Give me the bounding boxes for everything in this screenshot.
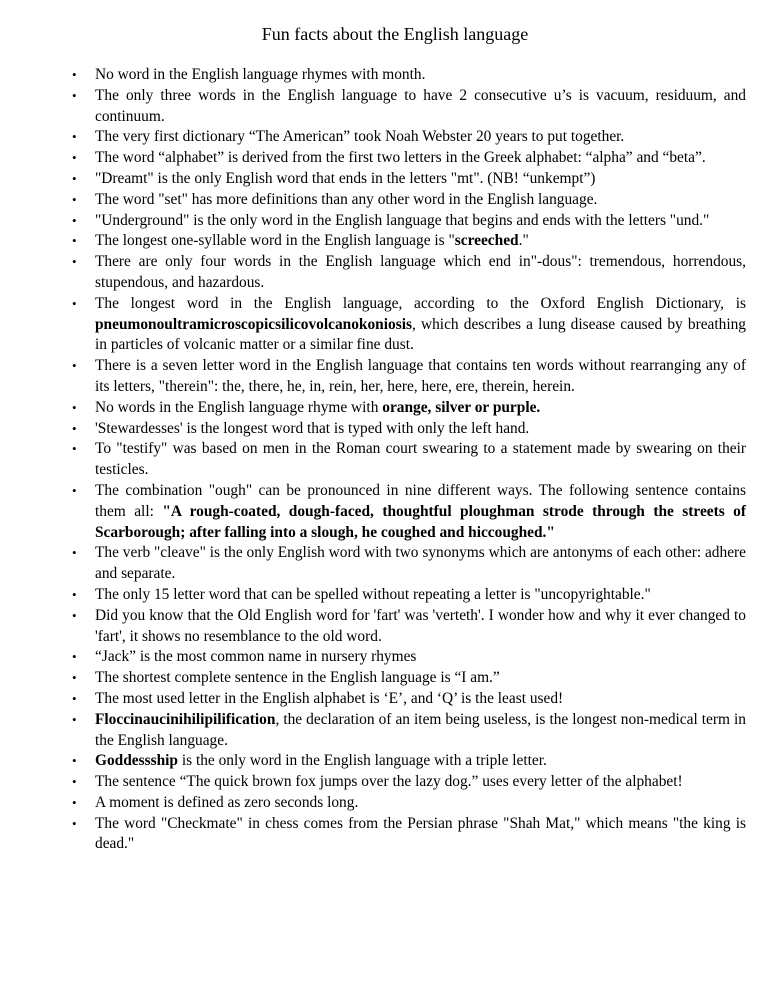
fact-text-segment: No word in the English language rhymes with month.: [95, 66, 426, 83]
fact-item: [72, 169, 746, 190]
bullet-icon: •: [72, 670, 77, 686]
fact-text-segment: The word “alphabet” is derived from the first two letters in the Greek alphabet: “alpha” and “beta”.: [95, 149, 706, 167]
fact-text-segment: is the only word in the English language with a triple letter.: [177, 752, 547, 770]
fact-text-segment: .": [518, 232, 529, 250]
fact-text: [95, 399, 540, 416]
fact-text-segment: “Jack” is the most common name in nursery rhymes: [95, 648, 417, 666]
bullet-icon: •: [72, 753, 77, 769]
fact-text-segment: 'Stewardesses' is the longest word that is typed with only the left hand.: [95, 419, 530, 437]
fact-item: [72, 793, 746, 814]
bullet-icon: •: [72, 420, 77, 436]
bullet-icon: •: [72, 170, 77, 186]
fact-text-bold: Goddessship: [95, 752, 178, 770]
fact-item: [72, 710, 746, 752]
fact-item: [72, 419, 746, 440]
fact-text: [95, 440, 746, 478]
bullet-icon: •: [72, 87, 77, 103]
fact-text: [95, 191, 597, 208]
fact-text-segment: The only 15 letter word that can be spelled without repeating a letter is "uncopyrightable.": [95, 585, 651, 603]
fact-item: [72, 211, 746, 232]
fact-item: [72, 148, 746, 169]
fact-text: [95, 482, 746, 541]
fact-text-bold: Floccinaucinihilipilification: [95, 710, 276, 728]
fact-text: [95, 66, 425, 83]
fact-text-segment: The very first dictionary “The American” took Noah Webster 20 years to put together.: [95, 128, 625, 146]
fact-text: [95, 253, 746, 291]
bullet-icon: •: [72, 399, 77, 415]
fact-text-segment: The longest word in the English language, according to the Oxford English Dictionary, is: [95, 294, 746, 312]
bullet-icon: •: [72, 191, 77, 207]
fact-item: [72, 814, 746, 856]
fact-text: [95, 752, 547, 769]
bullet-icon: •: [72, 815, 77, 831]
fact-text: [95, 420, 529, 437]
bullet-icon: •: [72, 67, 77, 82]
fact-item: [72, 751, 746, 772]
fact-text: [95, 128, 624, 145]
fact-text-segment: Did you know that the Old English word for 'fart' was 'verteth'. I wonder how and why it ever changed to 'fart', it shows no resemblance to the old word.: [95, 606, 746, 645]
fact-item: [72, 647, 746, 668]
fact-text: [95, 170, 595, 187]
fact-text-segment: , which describes a lung disease caused by breathing in particles of volcanic matter or a similar fine dust.: [95, 315, 746, 354]
fact-text-segment: The verb "cleave" is the only English word with two synonyms which are antonyms of each other: adhere and separate.: [95, 544, 746, 583]
bullet-icon: •: [72, 607, 77, 623]
page-title: Fun facts about the English language: [261, 24, 529, 44]
fact-text: [95, 773, 683, 790]
fact-text-segment: The word "Checkmate" in chess comes from the Persian phrase "Shah Mat," which means "the king is dead.": [95, 814, 746, 853]
bullet-icon: •: [72, 233, 77, 249]
fact-text-segment: The combination "ough" can be pronounced in nine different ways. The following sentence contains them all:: [95, 481, 746, 520]
fact-text-bold: "A rough-coated, dough-faced, thoughtful ploughman strode through the streets of Scarborough; after falling into a slough, he coughed and hiccoughed.": [95, 502, 746, 541]
bullet-icon: •: [72, 295, 77, 311]
fact-text: [95, 669, 500, 686]
bullet-icon: •: [72, 212, 77, 228]
fact-item: [72, 252, 746, 294]
fact-text-segment: A moment is defined as zero seconds long.: [95, 793, 359, 811]
fact-text-segment: The most used letter in the English alphabet is ‘E’, and ‘Q’ is the least used!: [95, 689, 564, 707]
fact-text: [95, 232, 529, 249]
fact-item: [72, 294, 746, 356]
fact-text-segment: , the declaration of an item being useless, is the longest non-medical term in the English language.: [95, 710, 746, 749]
fact-item: [72, 127, 746, 148]
fact-text: [95, 586, 651, 603]
fact-text: [95, 815, 746, 853]
bullet-icon: •: [72, 129, 77, 145]
fact-item: [72, 668, 746, 689]
fact-text: [95, 607, 746, 645]
bullet-icon: •: [72, 649, 77, 665]
fact-item: [72, 439, 746, 481]
fact-text-segment: The only three words in the English language to have 2 consecutive u’s is vacuum, residuum, and continuum.: [95, 86, 746, 125]
fact-item: [72, 398, 746, 419]
fact-text: [95, 295, 746, 354]
fact-text: [95, 87, 746, 125]
fact-text: [95, 149, 706, 166]
facts-list: [72, 65, 746, 855]
fact-text-segment: The longest one-syllable word in the English language is ": [95, 232, 455, 250]
bullet-icon: •: [72, 774, 77, 790]
bullet-icon: •: [72, 690, 77, 706]
fact-text: [95, 711, 746, 749]
fact-text-segment: There are only four words in the English language which end in"-dous": tremendous, horrendous, stupendous, and hazardous.: [95, 253, 746, 291]
bullet-icon: •: [72, 711, 77, 727]
bullet-icon: •: [72, 358, 77, 374]
fact-text-segment: There is a seven letter word in the English language that contains ten words without rearranging any of its letters, "therein": the, there, he, in, rein, her, here, here, ere, therein, herein.: [95, 357, 746, 395]
fact-item: [72, 689, 746, 710]
fact-item: [72, 190, 746, 211]
bullet-icon: •: [72, 441, 77, 457]
fact-item: [72, 606, 746, 648]
fact-item: [72, 86, 746, 128]
bullet-icon: •: [72, 794, 77, 810]
fact-item: [72, 481, 746, 543]
fact-item: [72, 231, 746, 252]
fact-item: [72, 543, 746, 585]
fact-text: [95, 212, 709, 229]
fact-text: [95, 544, 746, 582]
fact-text-segment: To "testify" was based on men in the Roman court swearing to a statement made by swearing on their testicles.: [95, 440, 746, 479]
bullet-icon: •: [72, 482, 77, 498]
fact-item: [72, 585, 746, 606]
fact-text-bold: orange, silver or purple.: [382, 398, 541, 416]
fact-text: [95, 357, 746, 395]
fact-text: [95, 794, 358, 811]
fact-text-segment: "Dreamt" is the only English word that ends in the letters "mt". (NB! “unkempt”): [95, 169, 596, 187]
bullet-icon: •: [72, 545, 77, 561]
fact-text-bold: screeched: [454, 232, 519, 250]
fact-text-bold: pneumonoultramicroscopicsilicovolcanokoniosis: [95, 315, 412, 333]
bullet-icon: •: [72, 150, 77, 166]
fact-text-segment: The shortest complete sentence in the English language is “I am.”: [95, 669, 500, 687]
fact-text-segment: No words in the English language rhyme with: [95, 398, 383, 416]
fact-text: [95, 648, 416, 665]
fact-item: [72, 356, 746, 398]
fact-text-segment: "Underground" is the only word in the English language that begins and ends with the letters "und.": [95, 211, 710, 229]
fact-text-segment: The word "set" has more definitions than any other word in the English language.: [95, 190, 598, 208]
fact-text: [95, 690, 563, 707]
fact-item: [72, 65, 746, 86]
fact-item: [72, 772, 746, 793]
bullet-icon: •: [72, 586, 77, 602]
bullet-icon: •: [72, 254, 77, 270]
fact-text-segment: The sentence “The quick brown fox jumps over the lazy dog.” uses every letter of the alphabet!: [95, 773, 683, 791]
